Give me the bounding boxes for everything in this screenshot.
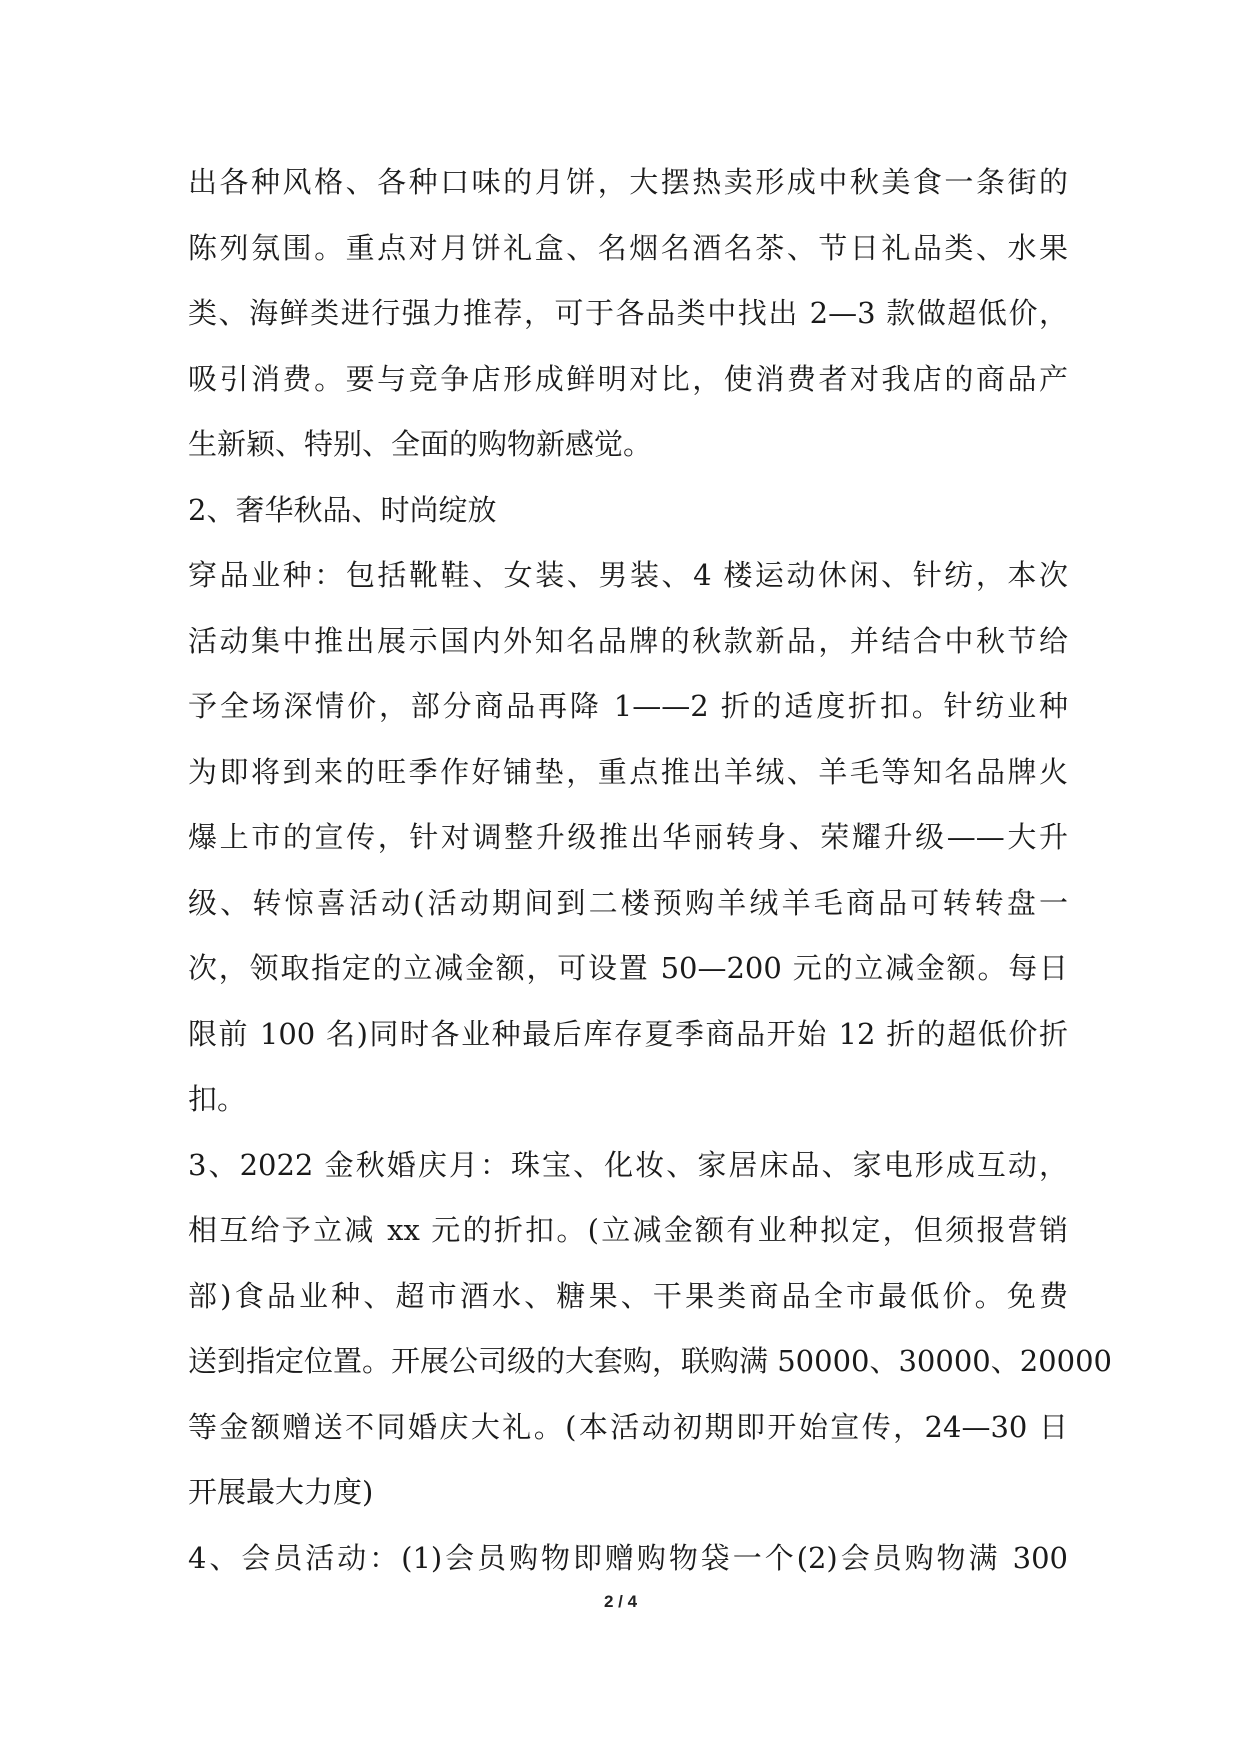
text-line: 吸引消费。要与竞争店形成鲜明对比，使消费者对我店的商品产 (188, 361, 1068, 396)
text-line: 次，领取指定的立减金额，可设置 50—200 元的立减金额。每日 (188, 951, 1068, 985)
section-heading: 2、奢华秋品、时尚绽放 (188, 492, 497, 527)
text-line: 扣。 (188, 1082, 247, 1116)
text-line: 陈列氛围。重点对月饼礼盒、名烟名酒名茶、节日礼品类、水果 (188, 230, 1068, 265)
text-line: 送到指定位置。开展公司级的大套购，联购满 50000、30000、20000 (188, 1344, 1112, 1378)
text-line: 为即将到来的旺季作好铺垫，重点推出羊绒、羊毛等知名品牌火 (188, 754, 1068, 789)
text-line: 穿品业种：包括靴鞋、女装、男装、4 楼运动休闲、针纺，本次 (188, 558, 1068, 592)
text-line: 爆上市的宣传，针对调整升级推出华丽转身、荣耀升级——大升 (188, 820, 1068, 854)
text-line: 部)食品业种、超市酒水、糖果、干果类商品全市最低价。免费 (188, 1278, 1068, 1313)
text-line: 级、转惊喜活动(活动期间到二楼预购羊绒羊毛商品可转转盘一 (188, 885, 1068, 920)
text-line: 出各种风格、各种口味的月饼，大摆热卖形成中秋美食一条街的 (188, 165, 1068, 199)
text-line: 限前 100 名)同时各业种最后库存夏季商品开始 12 折的超低价折 (188, 1016, 1068, 1051)
text-line: 等金额赠送不同婚庆大礼。(本活动初期即开始宣传，24—30 日 (188, 1409, 1068, 1444)
document-body (188, 150, 1112, 1591)
text-line: 4、会员活动：(1)会员购物即赠购物袋一个(2)会员购物满 300 (188, 1540, 1068, 1575)
text-line: 3、2022 金秋婚庆月：珠宝、化妆、家居床品、家电形成互动， (188, 1147, 1068, 1182)
text-line: 予全场深情价，部分商品再降 1——2 折的适度折扣。针纺业种 (188, 689, 1068, 723)
text-line: 相互给予立减 xx 元的折扣。(立减金额有业种拟定，但须报营销 (188, 1213, 1068, 1247)
page-number: 2 / 4 (603, 1592, 638, 1611)
text-line: 活动集中推出展示国内外知名品牌的秋款新品，并结合中秋节给 (188, 623, 1068, 658)
text-line: 生新颖、特别、全面的购物新感觉。 (188, 427, 653, 461)
text-line: 类、海鲜类进行强力推荐，可于各品类中找出 2—3 款做超低价， (188, 296, 1068, 330)
text-line: 开展最大力度) (188, 1475, 374, 1509)
